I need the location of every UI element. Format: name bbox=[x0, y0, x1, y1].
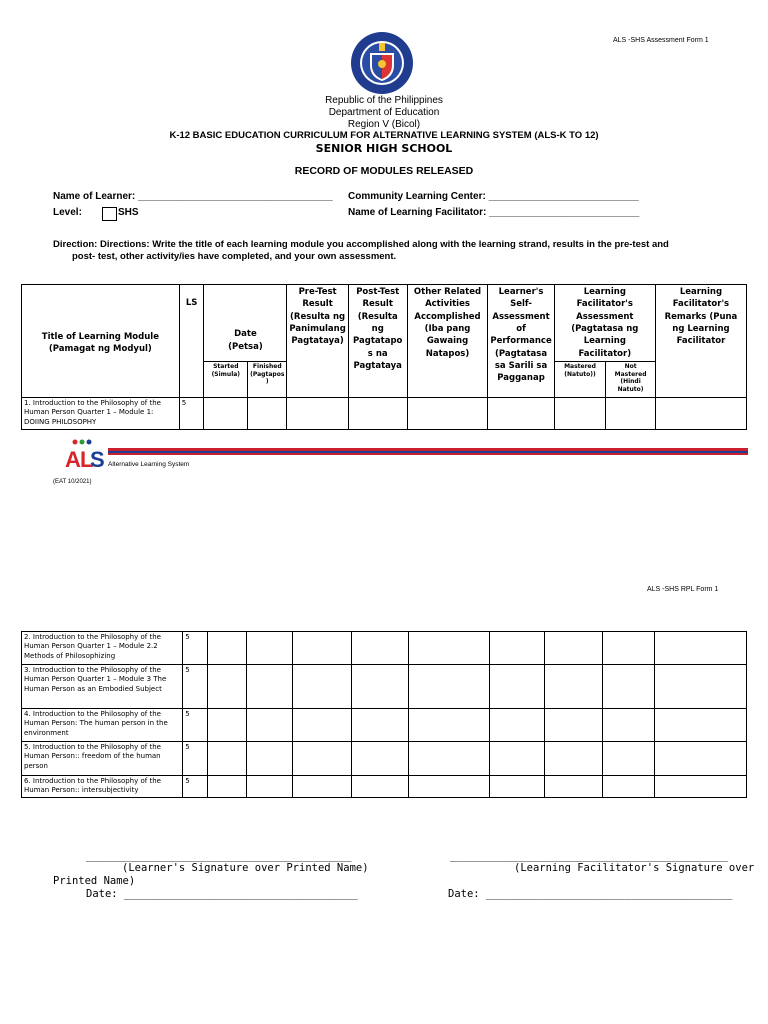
ls-cell: 5 bbox=[183, 776, 208, 798]
mastered-cell[interactable] bbox=[544, 776, 602, 798]
remarks-cell[interactable] bbox=[654, 665, 746, 709]
not-mastered-cell[interactable] bbox=[602, 665, 654, 709]
not-mastered-cell[interactable] bbox=[606, 397, 656, 429]
header-finished: Finished (Pagtapos ) bbox=[248, 361, 287, 397]
other-activities-cell[interactable] bbox=[407, 397, 488, 429]
self-assessment-cell[interactable] bbox=[489, 632, 544, 665]
modules-table-page2 bbox=[21, 631, 747, 798]
printed-name-label: Printed Name) bbox=[53, 875, 136, 887]
other-activities-cell[interactable] bbox=[408, 776, 489, 798]
finished-cell[interactable] bbox=[247, 776, 293, 798]
self-assessment-cell[interactable] bbox=[489, 742, 544, 776]
header-title: Title of Learning Module (Pamagat ng Modyul) bbox=[22, 285, 180, 398]
started-cell[interactable] bbox=[208, 742, 247, 776]
self-assessment-cell[interactable] bbox=[489, 709, 544, 742]
lf-date-field[interactable]: Date: _______________________________________ bbox=[448, 888, 733, 900]
region-line: Region V (Bicol) bbox=[347, 119, 421, 130]
direction-line-2: post- test, other activity/ies have completed, and your own assessment. bbox=[72, 251, 397, 262]
header-mastered: Mastered (Natuto)) bbox=[554, 361, 606, 397]
curriculum-title: K-12 BASIC EDUCATION CURRICULUM FOR ALTERNATIVE LEARNING SYSTEM (ALS-K TO 12) bbox=[169, 130, 599, 141]
not-mastered-cell[interactable] bbox=[602, 632, 654, 665]
pretest-cell[interactable] bbox=[293, 709, 352, 742]
direction-line-1: Direction: Directions: Write the title of each learning module you accomplished along with the learning strand, results in the pre-test and bbox=[53, 239, 669, 250]
shs-checkbox[interactable] bbox=[102, 207, 117, 221]
posttest-cell[interactable] bbox=[352, 665, 408, 709]
header-started: Started (Simula) bbox=[204, 361, 248, 397]
modules-table-page1 bbox=[21, 284, 747, 430]
header-lf-assessment: Learning Facilitator's Assessment (Pagtatasa ng Learning Facilitator) bbox=[554, 285, 655, 362]
mastered-cell[interactable] bbox=[544, 709, 602, 742]
posttest-cell[interactable] bbox=[352, 776, 408, 798]
table-row bbox=[22, 665, 747, 709]
mastered-cell[interactable] bbox=[544, 665, 602, 709]
posttest-cell[interactable] bbox=[352, 709, 408, 742]
ls-cell: 5 bbox=[183, 665, 208, 709]
finished-cell[interactable] bbox=[247, 632, 293, 665]
lf-signature-label: (Learning Facilitator's Signature over bbox=[514, 862, 755, 874]
eat-code: (EAT 10/2021) bbox=[53, 479, 92, 485]
pretest-cell[interactable] bbox=[287, 397, 348, 429]
header-ls: LS bbox=[179, 285, 204, 398]
other-activities-cell[interactable] bbox=[408, 709, 489, 742]
other-activities-cell[interactable] bbox=[408, 742, 489, 776]
table-row bbox=[22, 742, 747, 776]
record-title: RECORD OF MODULES RELEASED bbox=[294, 165, 474, 177]
ls-cell: 5 bbox=[183, 742, 208, 776]
form-code-page2: ALS -SHS RPL Form 1 bbox=[647, 586, 719, 593]
header-self-assessment: Learner's Self-Assessment of Performance (Pagtatasa sa Sarili sa Pagganap bbox=[488, 285, 554, 398]
remarks-cell[interactable] bbox=[654, 776, 746, 798]
mastered-cell[interactable] bbox=[544, 742, 602, 776]
svg-text:L: L bbox=[80, 447, 94, 470]
ls-cell: 5 bbox=[183, 709, 208, 742]
department-line: Department of Education bbox=[328, 107, 440, 118]
header-not-mastered: Not Mastered (Hindi Natuto) bbox=[606, 361, 656, 397]
deped-seal-logo bbox=[350, 31, 414, 95]
self-assessment-cell[interactable] bbox=[489, 776, 544, 798]
lf-signature-line[interactable]: ____________________________________________ bbox=[450, 850, 729, 862]
finished-cell[interactable] bbox=[247, 665, 293, 709]
svg-text:A: A bbox=[65, 447, 81, 470]
remarks-cell[interactable] bbox=[654, 742, 746, 776]
started-cell[interactable] bbox=[208, 776, 247, 798]
pretest-cell[interactable] bbox=[293, 632, 352, 665]
header-pretest: Pre-Test Result (Resulta ng Panimulang Pagtataya) bbox=[287, 285, 348, 398]
self-assessment-cell[interactable] bbox=[488, 397, 554, 429]
module-title-cell: 1. Introduction to the Philosophy of the Human Person Quarter 1 – Module 1: DOIING PHILOSOPHY bbox=[22, 397, 180, 429]
posttest-cell[interactable] bbox=[348, 397, 407, 429]
table-row bbox=[22, 632, 747, 665]
started-cell[interactable] bbox=[208, 665, 247, 709]
als-caption: Alternative Learning System bbox=[108, 461, 190, 468]
community-center-field[interactable]: Community Learning Center: ___________________________ bbox=[348, 191, 639, 202]
started-cell[interactable] bbox=[208, 632, 247, 665]
pretest-cell[interactable] bbox=[293, 776, 352, 798]
module-title-cell: 4. Introduction to the Philosophy of the Human Person: The human person in the environment bbox=[22, 709, 183, 742]
started-cell[interactable] bbox=[204, 397, 248, 429]
header-other-activities: Other Related Activities Accomplished (Iba pang Gawaing Natapos) bbox=[407, 285, 488, 398]
table-row bbox=[22, 709, 747, 742]
learner-signature-line[interactable]: __________________________________________ bbox=[86, 850, 352, 862]
header-date: Date (Petsa) bbox=[204, 285, 287, 362]
learner-signature-label: (Learner's Signature over Printed Name) bbox=[122, 862, 369, 874]
other-activities-cell[interactable] bbox=[408, 632, 489, 665]
not-mastered-cell[interactable] bbox=[602, 776, 654, 798]
module-title-cell: 5. Introduction to the Philosophy of the Human Person:: freedom of the human person bbox=[22, 742, 183, 776]
remarks-cell[interactable] bbox=[654, 632, 746, 665]
module-title-cell: 3. Introduction to the Philosophy of the Human Person Quarter 1 – Module 3 The Human Person as an Embodied Subject bbox=[22, 665, 183, 709]
finished-cell[interactable] bbox=[248, 397, 287, 429]
svg-text:S: S bbox=[90, 447, 105, 470]
remarks-cell[interactable] bbox=[655, 397, 746, 429]
posttest-cell[interactable] bbox=[352, 742, 408, 776]
header-posttest: Post-Test Result (Resulta ng Pagtatapo s na Pagtataya bbox=[348, 285, 407, 398]
facilitator-field[interactable]: Name of Learning Facilitator: ___________________________ bbox=[348, 207, 640, 218]
module-title-cell: 6. Introduction to the Philosophy of the Human Person:: intersubjectivity bbox=[22, 776, 183, 798]
republic-line: Republic of the Philippines bbox=[325, 95, 443, 106]
mastered-cell[interactable] bbox=[554, 397, 606, 429]
remarks-cell[interactable] bbox=[654, 709, 746, 742]
stripe-red-2 bbox=[108, 453, 748, 455]
other-activities-cell[interactable] bbox=[408, 665, 489, 709]
not-mastered-cell[interactable] bbox=[602, 709, 654, 742]
table-row bbox=[22, 397, 747, 429]
ls-cell: 5 bbox=[179, 397, 204, 429]
als-logo bbox=[64, 438, 106, 470]
table-row bbox=[22, 776, 747, 798]
header-lf-remarks: Learning Facilitator's Remarks (Puna ng Learning Facilitator bbox=[655, 285, 746, 398]
school-title: SENIOR HIGH SCHOOL bbox=[315, 142, 453, 155]
level-label: Level: bbox=[53, 207, 82, 218]
module-title-cell: 2. Introduction to the Philosophy of the Human Person Quarter 1 – Module 2.2 Methods of Philosophizing bbox=[22, 632, 183, 665]
mastered-cell[interactable] bbox=[544, 632, 602, 665]
form-code: ALS -SHS Assessment Form 1 bbox=[613, 37, 709, 44]
name-of-learner-field[interactable]: Name of Learner: ___________________________________ bbox=[53, 191, 333, 202]
learner-date-field[interactable]: Date: _____________________________________ bbox=[86, 888, 358, 900]
started-cell[interactable] bbox=[208, 709, 247, 742]
self-assessment-cell[interactable] bbox=[489, 665, 544, 709]
ls-cell: 5 bbox=[183, 632, 208, 665]
finished-cell[interactable] bbox=[247, 742, 293, 776]
posttest-cell[interactable] bbox=[352, 632, 408, 665]
pretest-cell[interactable] bbox=[293, 665, 352, 709]
not-mastered-cell[interactable] bbox=[602, 742, 654, 776]
pretest-cell[interactable] bbox=[293, 742, 352, 776]
level-value: SHS bbox=[118, 207, 139, 218]
finished-cell[interactable] bbox=[247, 709, 293, 742]
